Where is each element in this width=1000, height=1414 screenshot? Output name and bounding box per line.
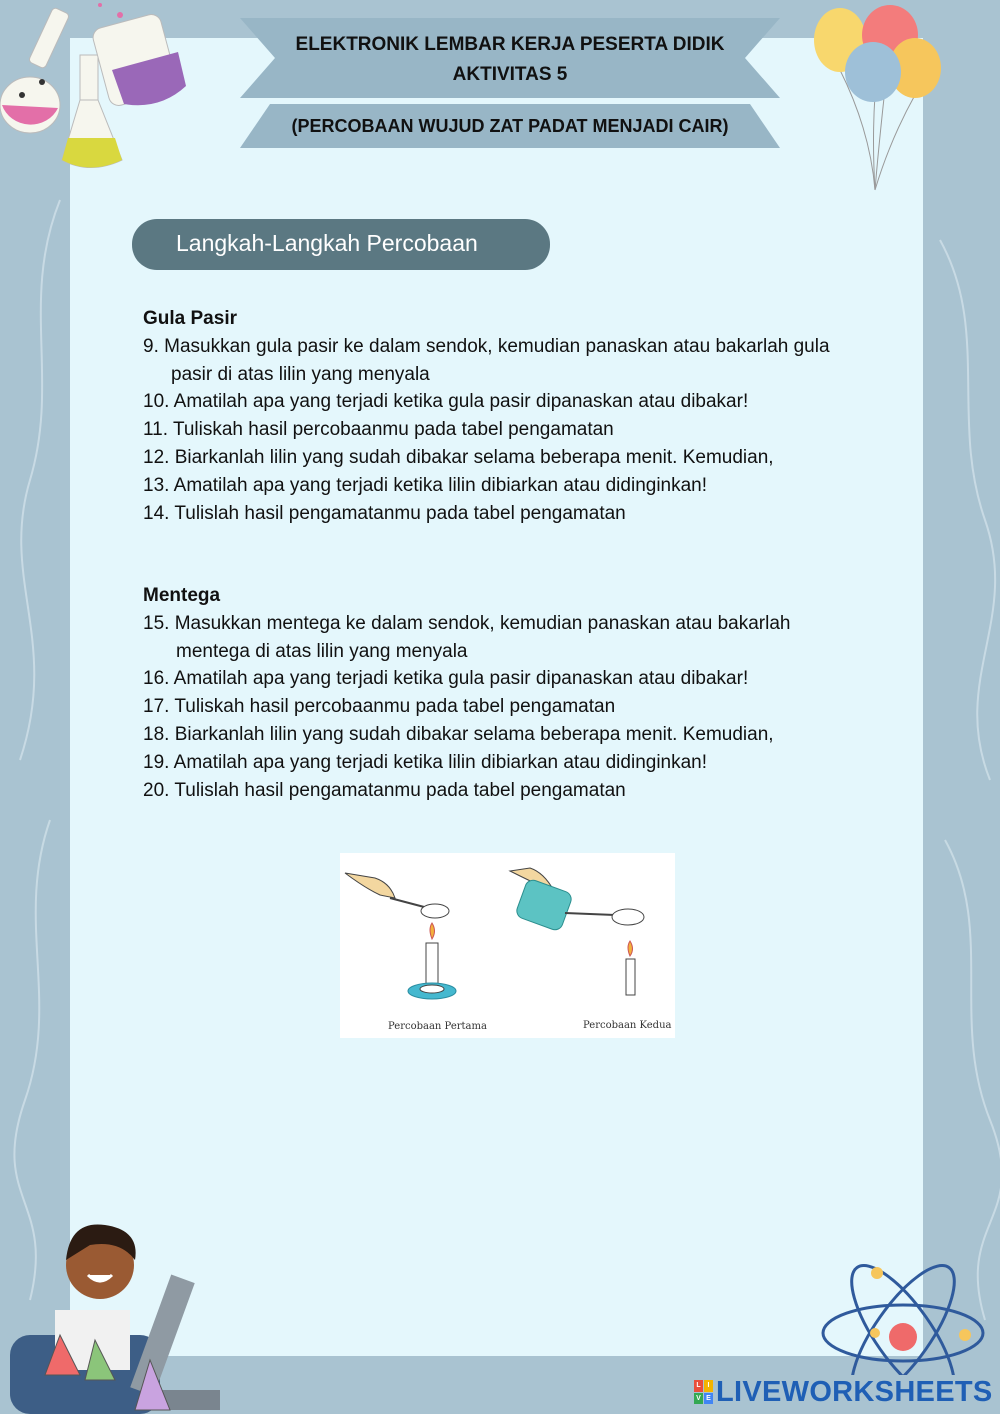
mentega-heading: Mentega bbox=[143, 585, 221, 606]
scientist-boy-illustration bbox=[0, 1215, 230, 1414]
title-line-2: AKTIVITAS 5 bbox=[452, 64, 568, 85]
caption-first-experiment: Percobaan Pertama bbox=[388, 1021, 487, 1032]
header-banner bbox=[240, 18, 780, 148]
step-10: 10. Amatilah apa yang terjadi ketika gula pasir dipanaskan atau dibakar! bbox=[143, 391, 749, 413]
logo-mark-icon: L I V E bbox=[694, 1380, 712, 1404]
balloons-illustration bbox=[810, 0, 950, 195]
step-16: 16. Amatilah apa yang terjadi ketika gula pasir dipanaskan atau dibakar! bbox=[143, 668, 749, 690]
step-9: 9. Masukkan gula pasir ke dalam sendok, kemudian panaskan atau bakarlah gula pasir di atas lilin yang menyala bbox=[143, 335, 830, 385]
step-11: 11. Tuliskah hasil percobaanmu pada tabel pengamatan bbox=[143, 419, 614, 441]
gula-pasir-section bbox=[143, 305, 830, 527]
atom-illustration bbox=[815, 1255, 990, 1375]
step-15: 15. Masukkan mentega ke dalam sendok, kemudian panaskan atau bakarlah mentega di atas lilin yang menyala bbox=[143, 612, 791, 662]
lab-flasks-illustration bbox=[0, 0, 200, 175]
section-title: Langkah-Langkah Percobaan bbox=[176, 230, 478, 256]
title-line-1: ELEKTRONIK LEMBAR KERJA PESERTA DIDIK bbox=[295, 34, 725, 55]
step-18: 18. Biarkanlah lilin yang sudah dibakar selama beberapa menit. Kemudian, bbox=[143, 723, 774, 745]
step-14: 14. Tulislah hasil pengamatanmu pada tabel pengamatan bbox=[143, 502, 626, 524]
candle-spoon-drawing bbox=[340, 853, 675, 1038]
mentega-section bbox=[143, 582, 790, 804]
caption-second-experiment: Percobaan Kedua bbox=[583, 1020, 672, 1031]
step-12: 12. Biarkanlah lilin yang sudah dibakar selama beberapa menit. Kemudian, bbox=[143, 446, 774, 468]
step-20: 20. Tulislah hasil pengamatanmu pada tabel pengamatan bbox=[143, 779, 626, 801]
section-title-pill bbox=[132, 219, 550, 270]
worksheet-title bbox=[240, 30, 780, 90]
logo-text: LIVEWORKSHEETS bbox=[716, 1375, 993, 1408]
experiment-illustration bbox=[340, 853, 675, 1038]
step-17: 17. Tuliskah hasil percobaanmu pada tabel pengamatan bbox=[143, 696, 616, 718]
liveworksheets-logo[interactable] bbox=[694, 1376, 993, 1408]
step-19: 19. Amatilah apa yang terjadi ketika lilin dibiarkan atau didinginkan! bbox=[143, 751, 708, 773]
gula-pasir-heading: Gula Pasir bbox=[143, 308, 237, 329]
step-13: 13. Amatilah apa yang terjadi ketika lilin dibiarkan atau didinginkan! bbox=[143, 474, 708, 496]
worksheet-subtitle: (PERCOBAAN WUJUD ZAT PADAT MENJADI CAIR) bbox=[291, 116, 729, 136]
